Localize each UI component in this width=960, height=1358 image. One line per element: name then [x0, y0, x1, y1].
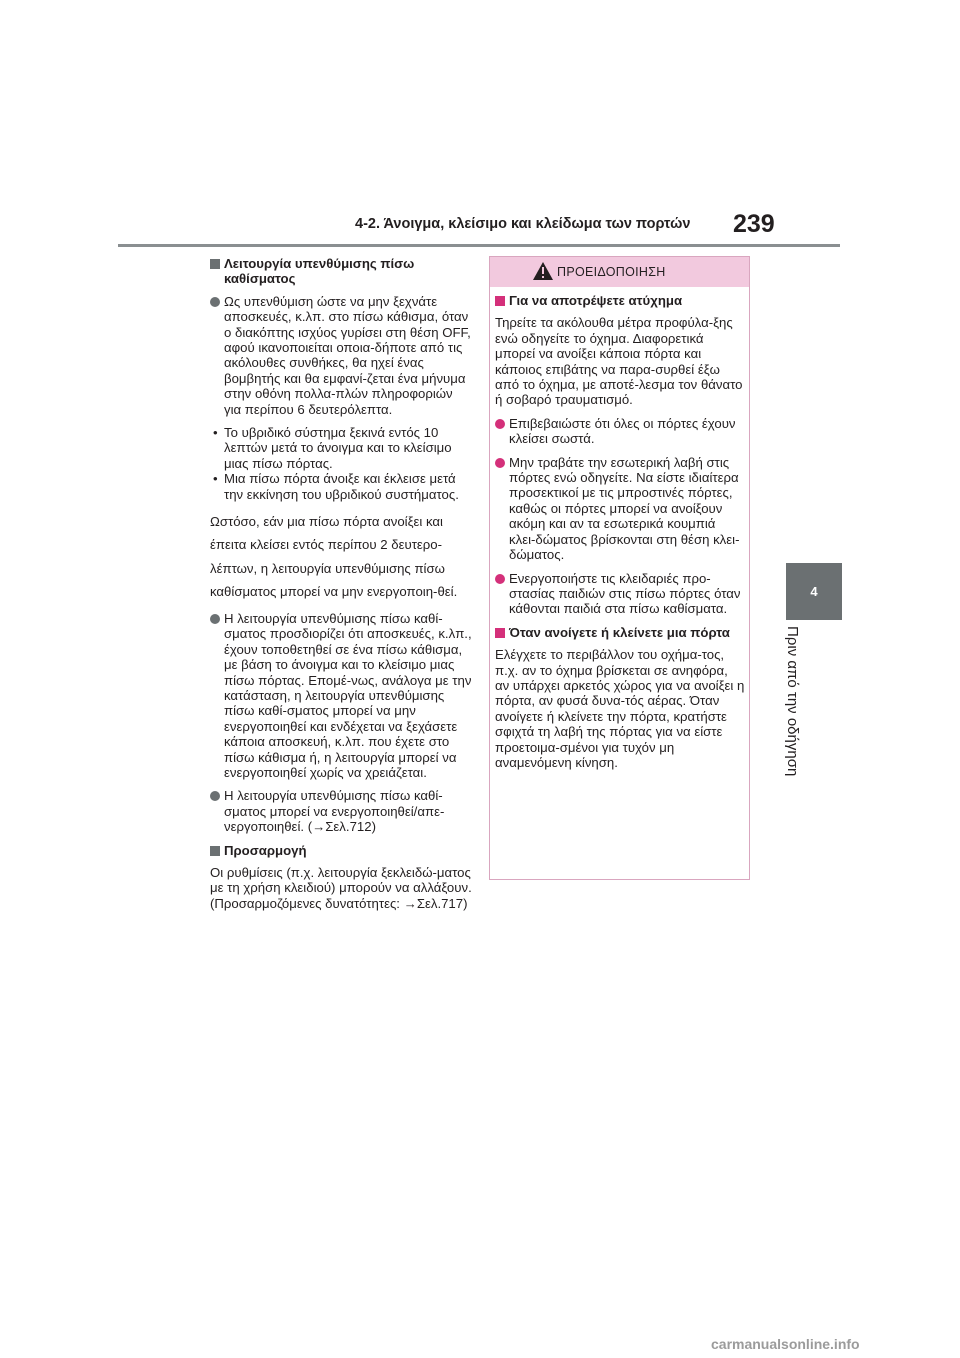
heading-customization: Προσαρμογή: [210, 843, 472, 858]
bullet-item: Ενεργοποιήστε τις κλειδαριές προ-στασίας παιδιών στις πίσω πόρτες όταν κάθονται παιδιά στα πίσω καθίσματα.: [495, 571, 745, 617]
chapter-label-text: Πριν από την οδήγηση: [784, 626, 801, 777]
chapter-label: [770, 626, 810, 826]
paragraph: Ωστόσο, εάν μια πίσω πόρτα ανοίξει και έπειτα κλείσει εντός περίπου 2 δευτερο-λέπτων, η λειτουργία υπενθύμισης πίσω καθίσματος μπορεί να μην ενεργοποιη-θεί.: [210, 514, 458, 599]
paragraph: Οι ρυθμίσεις (π.χ. λειτουργία ξεκλειδώ-ματος με τη χρήση κλειδιού) μπορούν να αλλάξουν. (Προσαρμοζόμενες δυνατότητες: →Σελ.717): [210, 865, 472, 911]
chapter-tab: 4: [786, 563, 842, 620]
warning-header: [490, 257, 749, 287]
bullet-item: Μην τραβάτε την εσωτερική λαβή στις πόρτες ενώ οδηγείτε. Να είστε ιδιαίτερα προσεκτικοί με τις μπροστινές πόρτες, καθώς οι πόρτες μπορεί να ανοίξουν ακόμη και αν τα εσωτερικά κουμπιά κλει-δώματος βρίσκονται στη θέση κλει-δώματος.: [495, 455, 745, 563]
bullet-item: Η λειτουργία υπενθύμισης πίσω καθί-σματος μπορεί να ενεργοποιηθεί/απε-νεργοποιηθεί. (→Σελ.712): [210, 788, 472, 834]
circle-bullet-icon: [210, 791, 220, 801]
square-bullet-icon: [495, 296, 505, 306]
circle-bullet-icon: [210, 297, 220, 307]
heading-prevent-accident: Για να αποτρέψετε ατύχημα: [495, 293, 745, 308]
circle-bullet-icon: [495, 458, 505, 468]
warning-title: ΠΡΟΕΙΔΟΠΟΙΗΣΗ: [557, 265, 666, 279]
square-bullet-icon: [210, 259, 220, 269]
heading-opening-closing-door: Όταν ανοίγετε ή κλείνετε μια πόρτα: [495, 625, 745, 640]
bullet-item: Η λειτουργία υπενθύμισης πίσω καθί-σματος προσδιορίζει ότι αποσκευές, κ.λπ., έχουν τοποθετηθεί σε ένα πίσω κάθισμα, με βάση το άνοιγμα και το κλείσιμο μιας πίσω πόρτας. Επομέ-νως, ανάλογα με την κατάσταση, η λειτουργία υπενθύμισης πίσω καθί-σματος μπορεί να μην ενεργοποιηθεί και ενδέχεται να ξεχάσετε κάποια αποσκευή, κ.λπ. που έχετε στο πίσω κάθισμα ή, η λειτουργία μπορεί να ενεργοποιηθεί χωρίς να χρειάζεται.: [210, 611, 472, 780]
warning-box: [489, 256, 750, 880]
header-divider: [118, 244, 840, 247]
square-bullet-icon: [210, 846, 220, 856]
circle-bullet-icon: [495, 419, 505, 429]
sub-bullet-item: • Το υβριδικό σύστημα ξεκινά εντός 10 λεπτών μετά το άνοιγμα και το κλείσιμο μιας πίσω πόρτας.: [213, 425, 452, 471]
circle-bullet-icon: [495, 574, 505, 584]
left-column: [210, 256, 472, 919]
bullet-item: Επιβεβαιώστε ότι όλες οι πόρτες έχουν κλείσει σωστά.: [495, 416, 745, 447]
dot-bullet-icon: •: [213, 425, 218, 441]
paragraph: Ελέγχετε το περιβάλλον του οχήμα-τος, π.χ. αν το όχημα βρίσκεται σε ανηφόρα, αν υπάρχει αρκετός χώρος για να ανοίξει η πόρτα, αν φυσά δυνα-τός αέρας. Όταν ανοίγετε ή κλείνετε την πόρτα, κρατήστε σφιχτά τη λαβή της πόρτας για να είστε προετοιμα-σμένοι για τυχόν μη αναμενόμενη κίνηση.: [495, 647, 745, 770]
page-number: 239: [733, 210, 775, 238]
circle-bullet-icon: [210, 614, 220, 624]
dot-bullet-icon: •: [213, 471, 218, 487]
warning-icon: [532, 261, 554, 281]
paragraph: Τηρείτε τα ακόλουθα μέτρα προφύλα-ξης ενώ οδηγείτε το όχημα. Διαφορετικά μπορεί να ανοίξει κάποια πόρτα και κάποιος επιβάτης να παρα-συρθεί έξω από το όχημα, με αποτέ-λεσμα τον θάνατο ή σοβαρό τραυματισμό.: [495, 315, 743, 408]
square-bullet-icon: [495, 628, 505, 638]
section-title: 4-2. Άνοιγμα, κλείσιμο και κλείδωμα των πορτών: [355, 216, 691, 232]
sub-bullet-item: • Μια πίσω πόρτα άνοιξε και έκλεισε μετά την εκκίνηση του υβριδικού συστήματος.: [213, 471, 459, 502]
heading-rear-seat-reminder: Λειτουργία υπενθύμισης πίσω καθίσματος: [210, 256, 472, 287]
bullet-item: Ως υπενθύμιση ώστε να μην ξεχνάτε αποσκευές, κ.λπ. στο πίσω κάθισμα, όταν ο διακόπτης ισχύος γυρίσει στη θέση OFF, αφού ικανοποιείται οποια-δήποτε από τις ακόλουθες συνθήκες, θα ηχεί ένας βομβητής και θα εμφανί-ζεται ένα μήνυμα στην οθόνη πολλα-πλών πληροφοριών για περίπου 6 δευτερόλεπτα.: [210, 294, 472, 417]
warning-body: [495, 293, 745, 778]
watermark: carmanualsonline.info: [711, 1336, 860, 1352]
